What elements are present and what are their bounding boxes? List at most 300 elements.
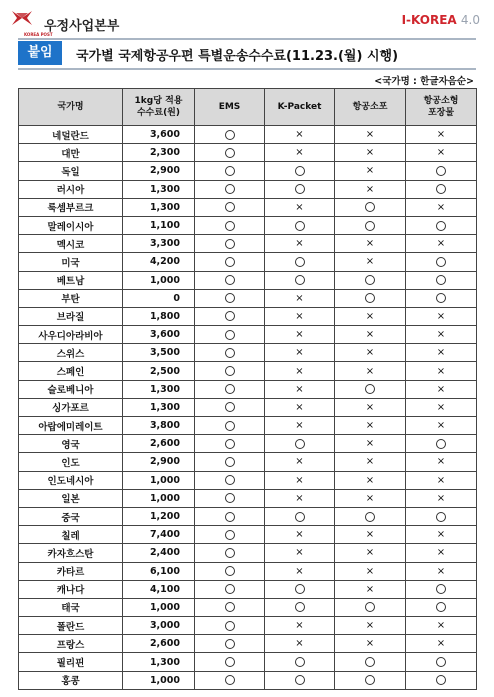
fee-cell: 4,200 — [123, 253, 195, 271]
unavailable-cross-icon: × — [436, 565, 446, 577]
fee-cell: 3,600 — [123, 326, 195, 344]
k-packet-cell — [265, 489, 335, 507]
available-circle-icon — [225, 184, 235, 194]
available-circle-icon — [436, 439, 446, 449]
country-cell: 인도 — [19, 453, 123, 471]
country-cell: 아랍에미레이트 — [19, 417, 123, 435]
unavailable-cross-icon: × — [295, 365, 304, 377]
table-row — [19, 198, 477, 216]
air-parcel-cell — [335, 362, 406, 380]
available-circle-icon — [436, 675, 446, 685]
unavailable-cross-icon: × — [436, 529, 446, 541]
unavailable-cross-icon: × — [365, 492, 375, 504]
ems-cell — [195, 180, 265, 198]
fee-cell: 3,600 — [123, 126, 195, 144]
fee-cell: 0 — [123, 289, 195, 307]
small-packet-cell — [406, 307, 477, 325]
fee-cell: 3,500 — [123, 344, 195, 362]
country-cell: 캐나다 — [19, 580, 123, 598]
brand-version: 4.0 — [460, 13, 480, 27]
ems-cell — [195, 326, 265, 344]
korea-post-logo — [10, 7, 120, 35]
fee-cell: 1,000 — [123, 489, 195, 507]
korea-post-emblem-icon — [10, 7, 34, 29]
air-parcel-cell — [335, 598, 406, 616]
ems-cell — [195, 271, 265, 289]
unavailable-cross-icon: × — [295, 401, 304, 413]
country-cell: 카자흐스탄 — [19, 544, 123, 562]
available-circle-icon — [365, 602, 375, 612]
unavailable-cross-icon: × — [295, 474, 304, 486]
k-packet-cell — [265, 307, 335, 325]
ems-cell — [195, 235, 265, 253]
small-packet-cell — [406, 144, 477, 162]
available-circle-icon — [436, 584, 446, 594]
ems-cell — [195, 380, 265, 398]
fee-cell: 1,300 — [123, 180, 195, 198]
unavailable-cross-icon: × — [365, 620, 375, 632]
small-packet-cell — [406, 617, 477, 635]
ems-cell — [195, 398, 265, 416]
country-cell: 슬로베니아 — [19, 380, 123, 398]
fee-cell: 1,100 — [123, 216, 195, 234]
unavailable-cross-icon: × — [365, 583, 375, 595]
unavailable-cross-icon: × — [436, 492, 446, 504]
k-packet-cell — [265, 216, 335, 234]
attachment-badge: 붙임 — [18, 41, 62, 65]
available-circle-icon — [225, 166, 235, 176]
fee-cell: 2,500 — [123, 362, 195, 380]
air-parcel-cell — [335, 289, 406, 307]
air-parcel-cell — [335, 253, 406, 271]
unavailable-cross-icon: × — [436, 329, 446, 341]
ems-cell — [195, 253, 265, 271]
fee-cell: 1,300 — [123, 198, 195, 216]
unavailable-cross-icon: × — [365, 329, 375, 341]
unavailable-cross-icon: × — [365, 474, 375, 486]
country-cell: 미국 — [19, 253, 123, 271]
k-packet-cell — [265, 198, 335, 216]
available-circle-icon — [436, 512, 446, 522]
available-circle-icon — [436, 184, 446, 194]
country-cell: 스페인 — [19, 362, 123, 380]
unavailable-cross-icon: × — [295, 383, 304, 395]
small-packet-cell — [406, 417, 477, 435]
k-packet-cell — [265, 580, 335, 598]
available-circle-icon — [225, 202, 235, 212]
unavailable-cross-icon: × — [295, 547, 304, 559]
available-circle-icon — [436, 166, 446, 176]
available-circle-icon — [225, 439, 235, 449]
ems-cell — [195, 653, 265, 671]
ems-cell — [195, 507, 265, 525]
available-circle-icon — [436, 657, 446, 667]
ems-cell — [195, 671, 265, 689]
k-packet-cell — [265, 417, 335, 435]
air-parcel-cell — [335, 453, 406, 471]
available-circle-icon — [295, 166, 305, 176]
available-circle-icon — [295, 257, 305, 267]
available-circle-icon — [295, 675, 305, 685]
k-packet-cell — [265, 598, 335, 616]
ems-cell — [195, 344, 265, 362]
air-parcel-cell — [335, 580, 406, 598]
fee-cell: 2,900 — [123, 453, 195, 471]
unavailable-cross-icon: × — [436, 620, 446, 632]
table-row — [19, 507, 477, 525]
unavailable-cross-icon: × — [295, 129, 304, 141]
available-circle-icon — [225, 221, 235, 231]
available-circle-icon — [436, 257, 446, 267]
unavailable-cross-icon: × — [295, 147, 304, 159]
country-cell: 대만 — [19, 144, 123, 162]
k-packet-cell — [265, 162, 335, 180]
available-circle-icon — [225, 330, 235, 340]
fee-cell: 1,000 — [123, 671, 195, 689]
k-packet-cell — [265, 453, 335, 471]
unavailable-cross-icon: × — [295, 565, 304, 577]
air-parcel-cell — [335, 526, 406, 544]
air-parcel-cell — [335, 307, 406, 325]
fee-cell: 2,600 — [123, 435, 195, 453]
table-row — [19, 417, 477, 435]
unavailable-cross-icon: × — [365, 347, 375, 359]
fee-cell: 2,900 — [123, 162, 195, 180]
available-circle-icon — [225, 239, 235, 249]
air-parcel-cell — [335, 489, 406, 507]
air-parcel-cell — [335, 271, 406, 289]
country-cell: 브라질 — [19, 307, 123, 325]
document-title: 국가별 국제항공우편 특별운송수수료(11.23.(월) 시행) — [76, 49, 399, 64]
unavailable-cross-icon: × — [365, 420, 375, 432]
available-circle-icon — [365, 293, 375, 303]
fee-cell: 1,200 — [123, 507, 195, 525]
table-row — [19, 326, 477, 344]
country-cell: 카타르 — [19, 562, 123, 580]
air-parcel-cell — [335, 617, 406, 635]
k-packet-cell — [265, 253, 335, 271]
small-packet-cell — [406, 235, 477, 253]
available-circle-icon — [436, 293, 446, 303]
available-circle-icon — [225, 348, 235, 358]
air-parcel-cell — [335, 398, 406, 416]
k-packet-cell — [265, 289, 335, 307]
country-cell: 러시아 — [19, 180, 123, 198]
unavailable-cross-icon: × — [436, 383, 446, 395]
table-row — [19, 362, 477, 380]
unavailable-cross-icon: × — [295, 292, 304, 304]
table-row — [19, 435, 477, 453]
unavailable-cross-icon: × — [436, 201, 446, 213]
available-circle-icon — [225, 366, 235, 376]
k-packet-cell — [265, 507, 335, 525]
unavailable-cross-icon: × — [295, 620, 304, 632]
air-parcel-cell — [335, 417, 406, 435]
fee-cell: 1,000 — [123, 471, 195, 489]
k-packet-cell — [265, 144, 335, 162]
k-packet-cell — [265, 126, 335, 144]
country-cell: 중국 — [19, 507, 123, 525]
table-row — [19, 544, 477, 562]
air-parcel-cell — [335, 380, 406, 398]
available-circle-icon — [225, 275, 235, 285]
unavailable-cross-icon: × — [295, 310, 304, 322]
fee-table — [18, 88, 477, 690]
available-circle-icon — [225, 621, 235, 631]
k-packet-cell — [265, 544, 335, 562]
available-circle-icon — [365, 221, 375, 231]
table-row — [19, 271, 477, 289]
available-circle-icon — [225, 584, 235, 594]
k-packet-cell — [265, 671, 335, 689]
small-packet-cell — [406, 453, 477, 471]
unavailable-cross-icon: × — [365, 547, 375, 559]
country-cell: 말레이시아 — [19, 216, 123, 234]
available-circle-icon — [295, 657, 305, 667]
country-cell: 태국 — [19, 598, 123, 616]
table-row — [19, 235, 477, 253]
table-row — [19, 526, 477, 544]
table-row — [19, 617, 477, 635]
available-circle-icon — [436, 602, 446, 612]
available-circle-icon — [225, 475, 235, 485]
fee-cell: 4,100 — [123, 580, 195, 598]
sort-note: <국가명 : 한글자음순> — [374, 76, 474, 87]
unavailable-cross-icon: × — [295, 492, 304, 504]
small-packet-cell — [406, 544, 477, 562]
available-circle-icon — [295, 439, 305, 449]
available-circle-icon — [295, 184, 305, 194]
available-circle-icon — [225, 657, 235, 667]
available-circle-icon — [225, 493, 235, 503]
brand-prefix: I-KOREA — [401, 13, 457, 27]
available-circle-icon — [365, 657, 375, 667]
table-row — [19, 126, 477, 144]
table-row — [19, 471, 477, 489]
table-row — [19, 162, 477, 180]
fee-cell: 2,600 — [123, 635, 195, 653]
ems-cell — [195, 544, 265, 562]
available-circle-icon — [365, 384, 375, 394]
ems-cell — [195, 598, 265, 616]
ems-cell — [195, 289, 265, 307]
logo-text: 우정사업본부 — [44, 19, 120, 34]
available-circle-icon — [225, 602, 235, 612]
k-packet-cell — [265, 271, 335, 289]
country-cell: 스위스 — [19, 344, 123, 362]
country-cell: 인도네시아 — [19, 471, 123, 489]
fee-cell: 2,300 — [123, 144, 195, 162]
air-parcel-cell — [335, 507, 406, 525]
country-cell: 홍콩 — [19, 671, 123, 689]
available-circle-icon — [225, 457, 235, 467]
k-packet-cell — [265, 617, 335, 635]
unavailable-cross-icon: × — [436, 147, 446, 159]
fee-cell: 1,300 — [123, 380, 195, 398]
small-packet-cell — [406, 562, 477, 580]
available-circle-icon — [225, 130, 235, 140]
small-packet-cell — [406, 526, 477, 544]
small-packet-cell — [406, 489, 477, 507]
ems-cell — [195, 453, 265, 471]
country-cell: 프랑스 — [19, 635, 123, 653]
available-circle-icon — [225, 639, 235, 649]
table-row — [19, 671, 477, 689]
fee-cell: 3,300 — [123, 235, 195, 253]
unavailable-cross-icon: × — [365, 256, 375, 268]
k-packet-cell — [265, 398, 335, 416]
country-cell: 베트남 — [19, 271, 123, 289]
small-packet-cell — [406, 126, 477, 144]
available-circle-icon — [365, 675, 375, 685]
fee-cell: 1,300 — [123, 653, 195, 671]
unavailable-cross-icon: × — [436, 365, 446, 377]
unavailable-cross-icon: × — [365, 401, 375, 413]
available-circle-icon — [295, 602, 305, 612]
country-cell: 네덜란드 — [19, 126, 123, 144]
available-circle-icon — [365, 202, 375, 212]
available-circle-icon — [225, 548, 235, 558]
unavailable-cross-icon: × — [436, 238, 446, 250]
small-packet-cell — [406, 598, 477, 616]
country-cell: 영국 — [19, 435, 123, 453]
air-parcel-cell — [335, 180, 406, 198]
country-cell: 싱가포르 — [19, 398, 123, 416]
table-row — [19, 307, 477, 325]
ems-cell — [195, 417, 265, 435]
ems-cell — [195, 307, 265, 325]
small-packet-cell — [406, 380, 477, 398]
small-packet-cell — [406, 435, 477, 453]
small-packet-cell — [406, 507, 477, 525]
ems-cell — [195, 526, 265, 544]
available-circle-icon — [436, 275, 446, 285]
available-circle-icon — [225, 148, 235, 158]
unavailable-cross-icon: × — [365, 165, 375, 177]
ems-cell — [195, 144, 265, 162]
unavailable-cross-icon: × — [295, 347, 304, 359]
small-packet-cell — [406, 635, 477, 653]
table-row — [19, 144, 477, 162]
available-circle-icon — [225, 421, 235, 431]
available-circle-icon — [225, 384, 235, 394]
title-bar — [18, 38, 476, 70]
small-packet-cell — [406, 471, 477, 489]
logo-subtext: KOREA POST — [24, 32, 53, 37]
ems-cell — [195, 617, 265, 635]
ems-cell — [195, 580, 265, 598]
table-row — [19, 180, 477, 198]
country-cell: 칠레 — [19, 526, 123, 544]
small-packet-cell — [406, 398, 477, 416]
available-circle-icon — [225, 675, 235, 685]
air-parcel-cell — [335, 544, 406, 562]
k-packet-cell — [265, 326, 335, 344]
fee-cell: 2,400 — [123, 544, 195, 562]
header-air-parcel: 항공소포 — [335, 89, 406, 126]
ems-cell — [195, 635, 265, 653]
unavailable-cross-icon: × — [436, 456, 446, 468]
table-row — [19, 380, 477, 398]
small-packet-cell — [406, 216, 477, 234]
available-circle-icon — [225, 257, 235, 267]
air-parcel-cell — [335, 198, 406, 216]
available-circle-icon — [295, 512, 305, 522]
k-packet-cell — [265, 635, 335, 653]
table-header-row — [19, 89, 477, 126]
table-row — [19, 562, 477, 580]
fee-cell: 1,000 — [123, 598, 195, 616]
country-cell: 사우디아라비아 — [19, 326, 123, 344]
unavailable-cross-icon: × — [295, 420, 304, 432]
k-packet-cell — [265, 344, 335, 362]
unavailable-cross-icon: × — [365, 129, 375, 141]
small-packet-cell — [406, 653, 477, 671]
ems-cell — [195, 362, 265, 380]
unavailable-cross-icon: × — [295, 638, 304, 650]
ems-cell — [195, 162, 265, 180]
table-row — [19, 653, 477, 671]
unavailable-cross-icon: × — [365, 638, 375, 650]
table-row — [19, 216, 477, 234]
fee-cell: 7,400 — [123, 526, 195, 544]
available-circle-icon — [225, 566, 235, 576]
available-circle-icon — [295, 584, 305, 594]
country-cell: 독일 — [19, 162, 123, 180]
small-packet-cell — [406, 180, 477, 198]
table-row — [19, 398, 477, 416]
small-packet-cell — [406, 326, 477, 344]
table-row — [19, 344, 477, 362]
air-parcel-cell — [335, 126, 406, 144]
unavailable-cross-icon: × — [295, 456, 304, 468]
country-cell: 필리핀 — [19, 653, 123, 671]
small-packet-cell — [406, 271, 477, 289]
air-parcel-cell — [335, 216, 406, 234]
unavailable-cross-icon: × — [436, 420, 446, 432]
air-parcel-cell — [335, 435, 406, 453]
air-parcel-cell — [335, 562, 406, 580]
available-circle-icon — [365, 512, 375, 522]
air-parcel-cell — [335, 326, 406, 344]
table-row — [19, 598, 477, 616]
fee-cell: 1,800 — [123, 307, 195, 325]
available-circle-icon — [436, 221, 446, 231]
air-parcel-cell — [335, 653, 406, 671]
country-cell: 일본 — [19, 489, 123, 507]
air-parcel-cell — [335, 671, 406, 689]
k-packet-cell — [265, 526, 335, 544]
unavailable-cross-icon: × — [436, 129, 446, 141]
available-circle-icon — [225, 311, 235, 321]
ems-cell — [195, 562, 265, 580]
small-packet-cell — [406, 671, 477, 689]
country-cell: 부탄 — [19, 289, 123, 307]
unavailable-cross-icon: × — [436, 401, 446, 413]
table-row — [19, 453, 477, 471]
unavailable-cross-icon: × — [365, 529, 375, 541]
ems-cell — [195, 126, 265, 144]
fee-cell: 6,100 — [123, 562, 195, 580]
k-packet-cell — [265, 435, 335, 453]
small-packet-cell — [406, 362, 477, 380]
country-cell: 폴란드 — [19, 617, 123, 635]
header — [0, 0, 494, 38]
available-circle-icon — [225, 402, 235, 412]
small-packet-cell — [406, 253, 477, 271]
small-packet-cell — [406, 580, 477, 598]
air-parcel-cell — [335, 635, 406, 653]
